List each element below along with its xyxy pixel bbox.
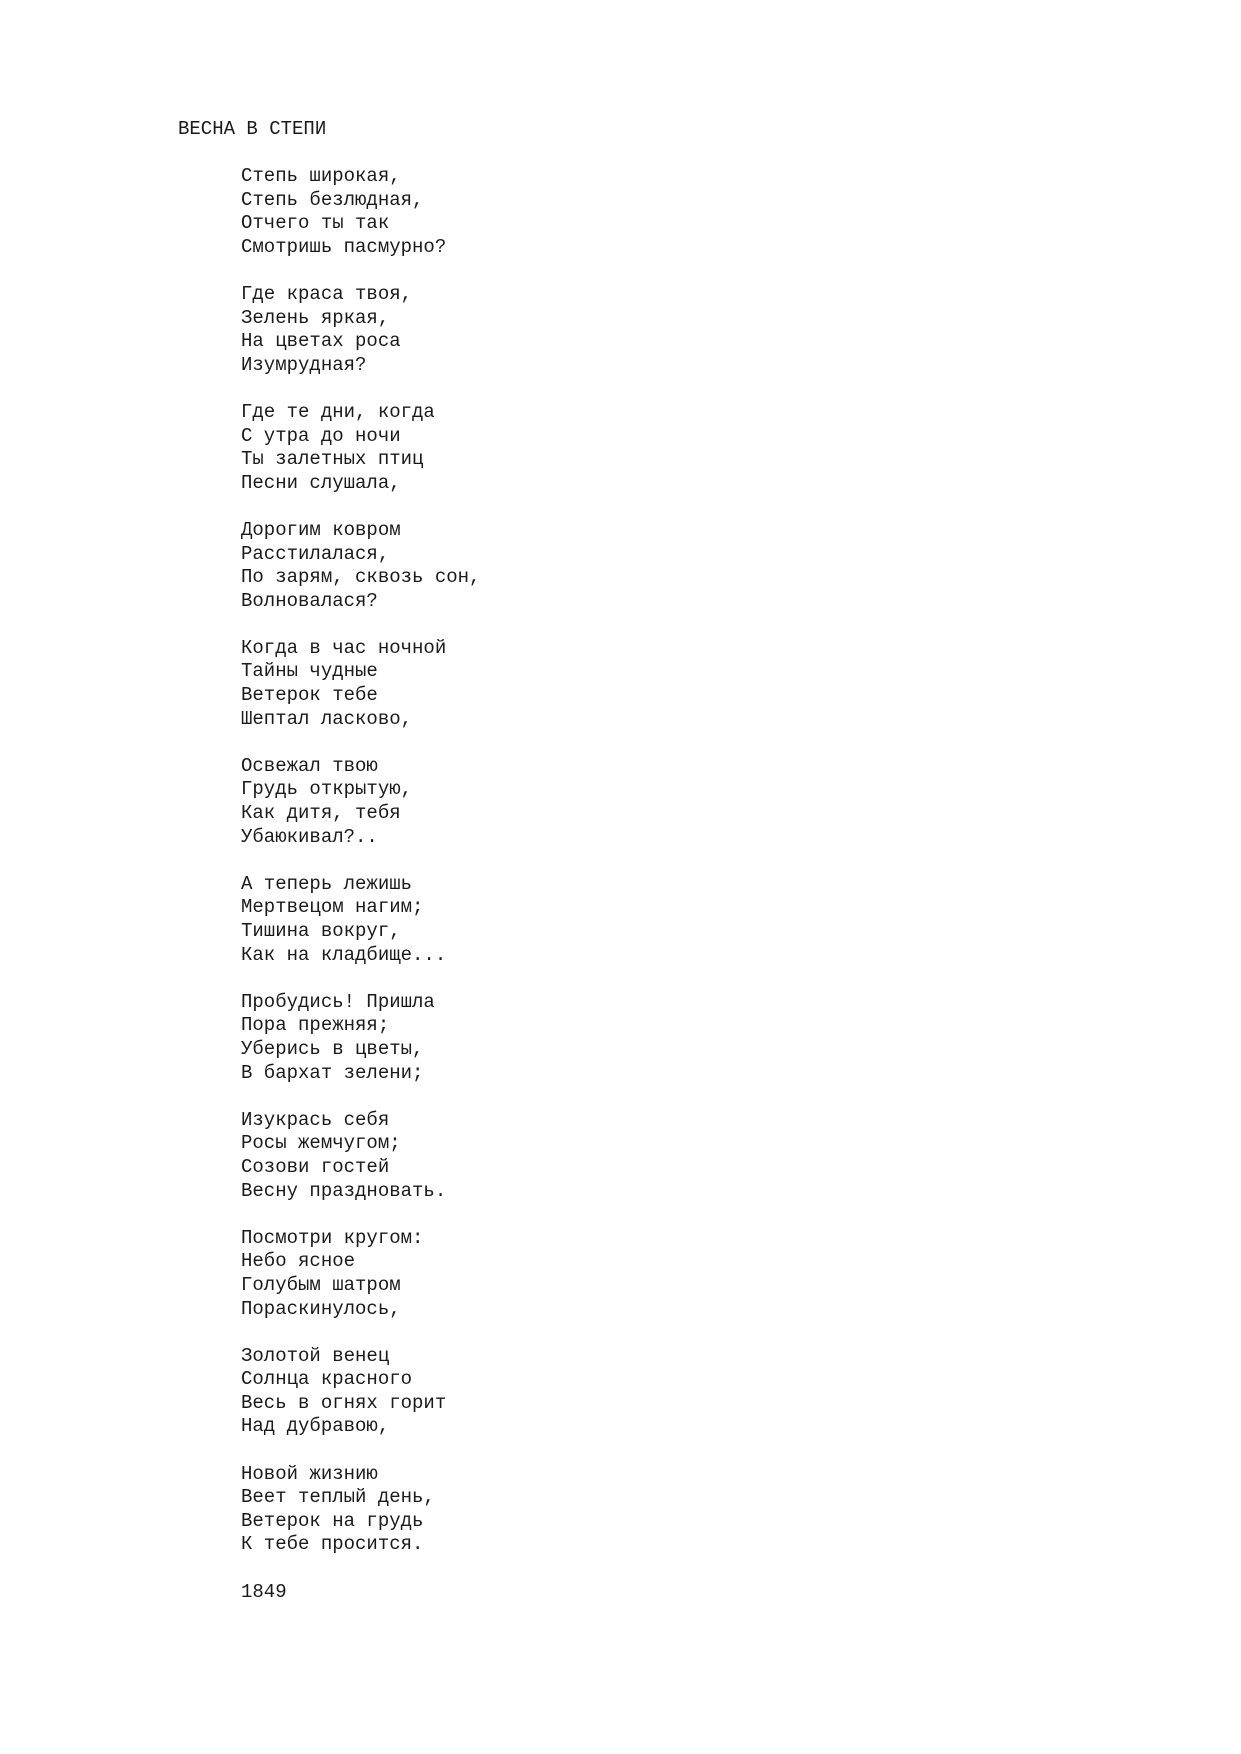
stanza <box>241 755 480 849</box>
poem-line: Смотришь пасмурно? <box>241 235 447 258</box>
poem-line: Где те дни, когда <box>241 400 435 423</box>
stanza <box>241 1463 480 1557</box>
poem-line: Расстилалася, <box>241 542 390 565</box>
poem-line: Весь в огнях горит <box>241 1391 447 1414</box>
poem-line: Как на кладбище... <box>241 943 447 966</box>
poem-line: На цветах роса <box>241 330 401 353</box>
poem-line: Мертвецом нагим; <box>241 896 424 919</box>
stanza <box>241 873 480 967</box>
poem-line: Солнца красного <box>241 1368 413 1391</box>
poem-line: Изукрась себя <box>241 1108 390 1131</box>
poem-line: Когда в час ночной <box>241 636 447 659</box>
poem-line: В бархат зелени; <box>241 1061 424 1084</box>
poem-line: Новой жизнию <box>241 1462 378 1485</box>
stanza <box>241 1109 480 1203</box>
poem-line: Дорогим ковром <box>241 518 401 541</box>
poem-line: Зелень яркая, <box>241 306 390 329</box>
stanza <box>241 165 480 259</box>
poem-line: Пора прежняя; <box>241 1014 390 1037</box>
poem-line: Песни слушала, <box>241 471 401 494</box>
poem-line: Как дитя, тебя <box>241 802 401 825</box>
poem-line: Волновалася? <box>241 589 378 612</box>
poem-line: Где краса твоя, <box>241 282 413 305</box>
poem-line: Степь широкая, <box>241 165 401 187</box>
poem-line: К тебе просится. <box>241 1533 424 1556</box>
poem-line: Тишина вокруг, <box>241 920 401 942</box>
poem-line: Посмотри кругом: <box>241 1226 424 1249</box>
poem-line: Пробудись! Пришла <box>241 990 435 1013</box>
poem-line: С утра до ночи <box>241 424 401 447</box>
stanza <box>241 1345 480 1439</box>
poem-line: По зарям, сквозь сон, <box>241 566 481 589</box>
poem-line: Ты залетных птиц <box>241 448 424 471</box>
stanza <box>241 637 480 731</box>
poem-line: Степь безлюдная, <box>241 188 424 211</box>
poem-body <box>241 165 480 1604</box>
poem-line: Шептал ласково, <box>241 707 413 730</box>
poem-line: Над дубравою, <box>241 1415 390 1438</box>
poem-line: Созови гостей <box>241 1155 390 1178</box>
poem-title: ВЕСНА В СТЕПИ <box>178 118 327 140</box>
stanza <box>241 1227 480 1321</box>
stanza <box>241 283 480 377</box>
poem-line: Голубым шатром <box>241 1273 401 1296</box>
stanza <box>241 991 480 1085</box>
poem-line: А теперь лежишь <box>241 872 413 895</box>
poem-date: 1849 <box>241 1580 287 1603</box>
poem-line: Уберись в цветы, <box>241 1037 424 1060</box>
poem-line: Небо ясное <box>241 1250 356 1273</box>
poem-line: Ветерок на грудь <box>241 1509 424 1532</box>
poem-line: Изумрудная? <box>241 353 367 376</box>
poem-line: Убаюкивал?.. <box>241 825 378 848</box>
stanza <box>241 519 480 613</box>
poem-line: Освежал твою <box>241 754 378 777</box>
poem-line: Ветерок тебе <box>241 684 378 707</box>
poem-line: Отчего ты так <box>241 212 390 235</box>
poem-line: Росы жемчугом; <box>241 1132 401 1155</box>
poem-line: Веет теплый день, <box>241 1486 435 1509</box>
poem-line: Пораскинулось, <box>241 1297 401 1320</box>
poem-line: Грудь открытую, <box>241 778 413 801</box>
poem-line: Золотой венец <box>241 1344 390 1367</box>
poem-line: Весну праздновать. <box>241 1179 447 1202</box>
poem-line: Тайны чудные <box>241 660 378 683</box>
stanza <box>241 401 480 495</box>
